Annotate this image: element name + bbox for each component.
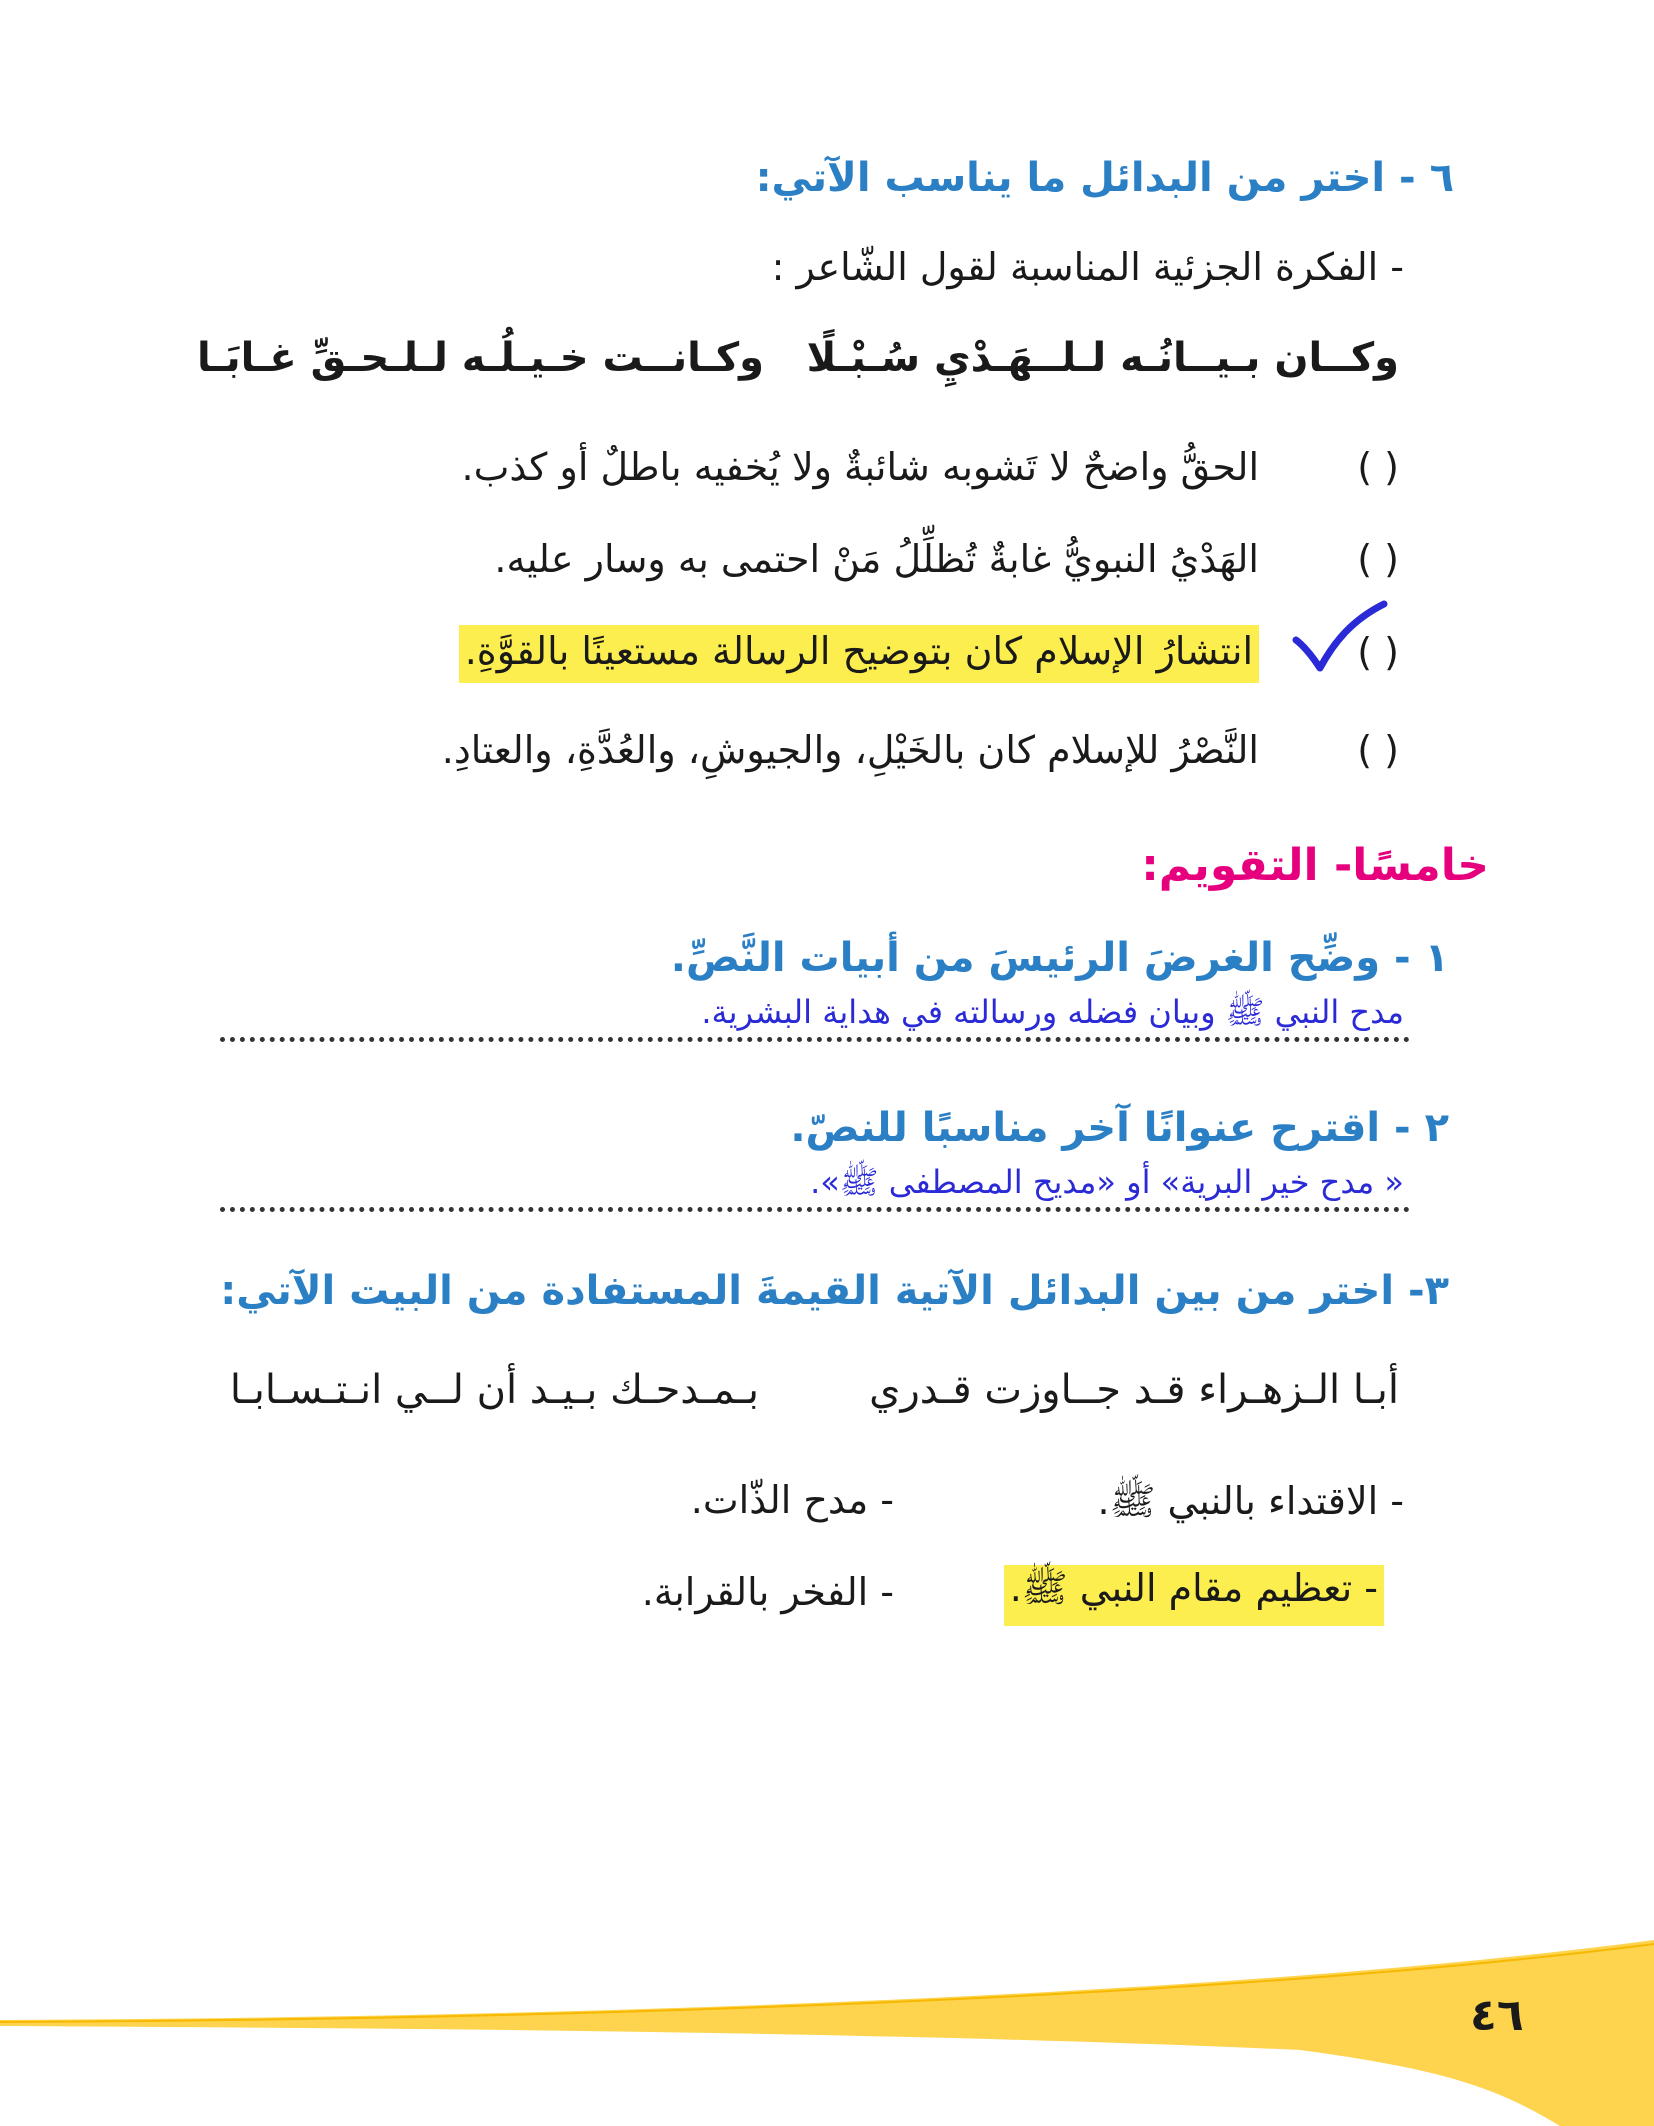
q3-choice-4[interactable]: - الفخر بالقرابة. xyxy=(641,1570,894,1614)
evaluation-q2-answer: « مدح خير البرية» أو «مديح المصطفى ﷺ». xyxy=(810,1163,1404,1201)
option-3-text: انتشارُ الإسلام كان بتوضيح الرسالة مستعينًا بالقوَّةِ. xyxy=(459,625,1259,683)
q3-choice-3[interactable]: - تعظيم مقام النبي ﷺ. xyxy=(1004,1565,1384,1626)
q3-verse-first-hemistich: أبـا الـزهـراء قـد جــاوزت قـدري xyxy=(869,1367,1399,1413)
option-1-answer-box[interactable]: ( ) xyxy=(1357,445,1399,489)
footer-wave-decoration xyxy=(0,1940,1654,2126)
q3-verse-second-hemistich: بـمـدحـك بـيـد أن لــي انـتـسـابـا xyxy=(229,1367,759,1413)
evaluation-q3-title: ٣- اختر من بين البدائل الآتية القيمةَ المستفادة من البيت الآتي: xyxy=(220,1268,1449,1314)
answer-line-2 xyxy=(220,1207,1410,1212)
answer-line-1 xyxy=(220,1037,1410,1042)
verse-second-hemistich: وكـانــت خـيـلُـه لـلـحـقِّ غـابَـا xyxy=(196,335,764,381)
option-4-answer-box[interactable]: ( ) xyxy=(1357,728,1399,772)
evaluation-q1-answer: مدح النبي ﷺ وبيان فضله ورسالته في هداية البشرية. xyxy=(701,993,1404,1031)
verse-first-hemistich: وكــان بـيــانُـه لـلــهَـدْيِ سُـبْـلًا xyxy=(806,335,1399,381)
check-icon xyxy=(1290,598,1390,678)
evaluation-q2-title: ٢ - اقترح عنوانًا آخر مناسبًا للنصّ. xyxy=(790,1105,1449,1151)
option-4-text: النَّصْرُ للإسلام كان بالخَيْلِ، والجيوشِ، والعُدَّةِ، والعتادِ. xyxy=(441,728,1259,772)
q3-choice-2[interactable]: - مدح الذّات. xyxy=(690,1478,894,1522)
option-2-text: الهَدْيُ النبويُّ غابةٌ تُظلِّلُ مَنْ احتمى به وسار عليه. xyxy=(494,537,1259,581)
q3-choice-1[interactable]: - الاقتداء بالنبي ﷺ. xyxy=(1097,1479,1404,1523)
option-1-text: الحقُّ واضحٌ لا تَشوبه شائبةٌ ولا يُخفيه باطلٌ أو كذب. xyxy=(461,445,1259,489)
evaluation-q1-title: ١ - وضِّح الغرضَ الرئيسَ من أبيات النَّصِّ. xyxy=(670,935,1449,981)
question-6-title: ٦ - اختر من البدائل ما يناسب الآتي: xyxy=(755,155,1454,201)
section-evaluation-title: خامسًا- التقويم: xyxy=(1141,840,1489,891)
option-2-answer-box[interactable]: ( ) xyxy=(1357,537,1399,581)
question-6-prompt: - الفكرة الجزئية المناسبة لقول الشّاعر : xyxy=(771,245,1404,289)
page-number: ٤٦ xyxy=(1470,1990,1524,2041)
option-3-answer-box[interactable]: ( ) xyxy=(1357,630,1399,674)
